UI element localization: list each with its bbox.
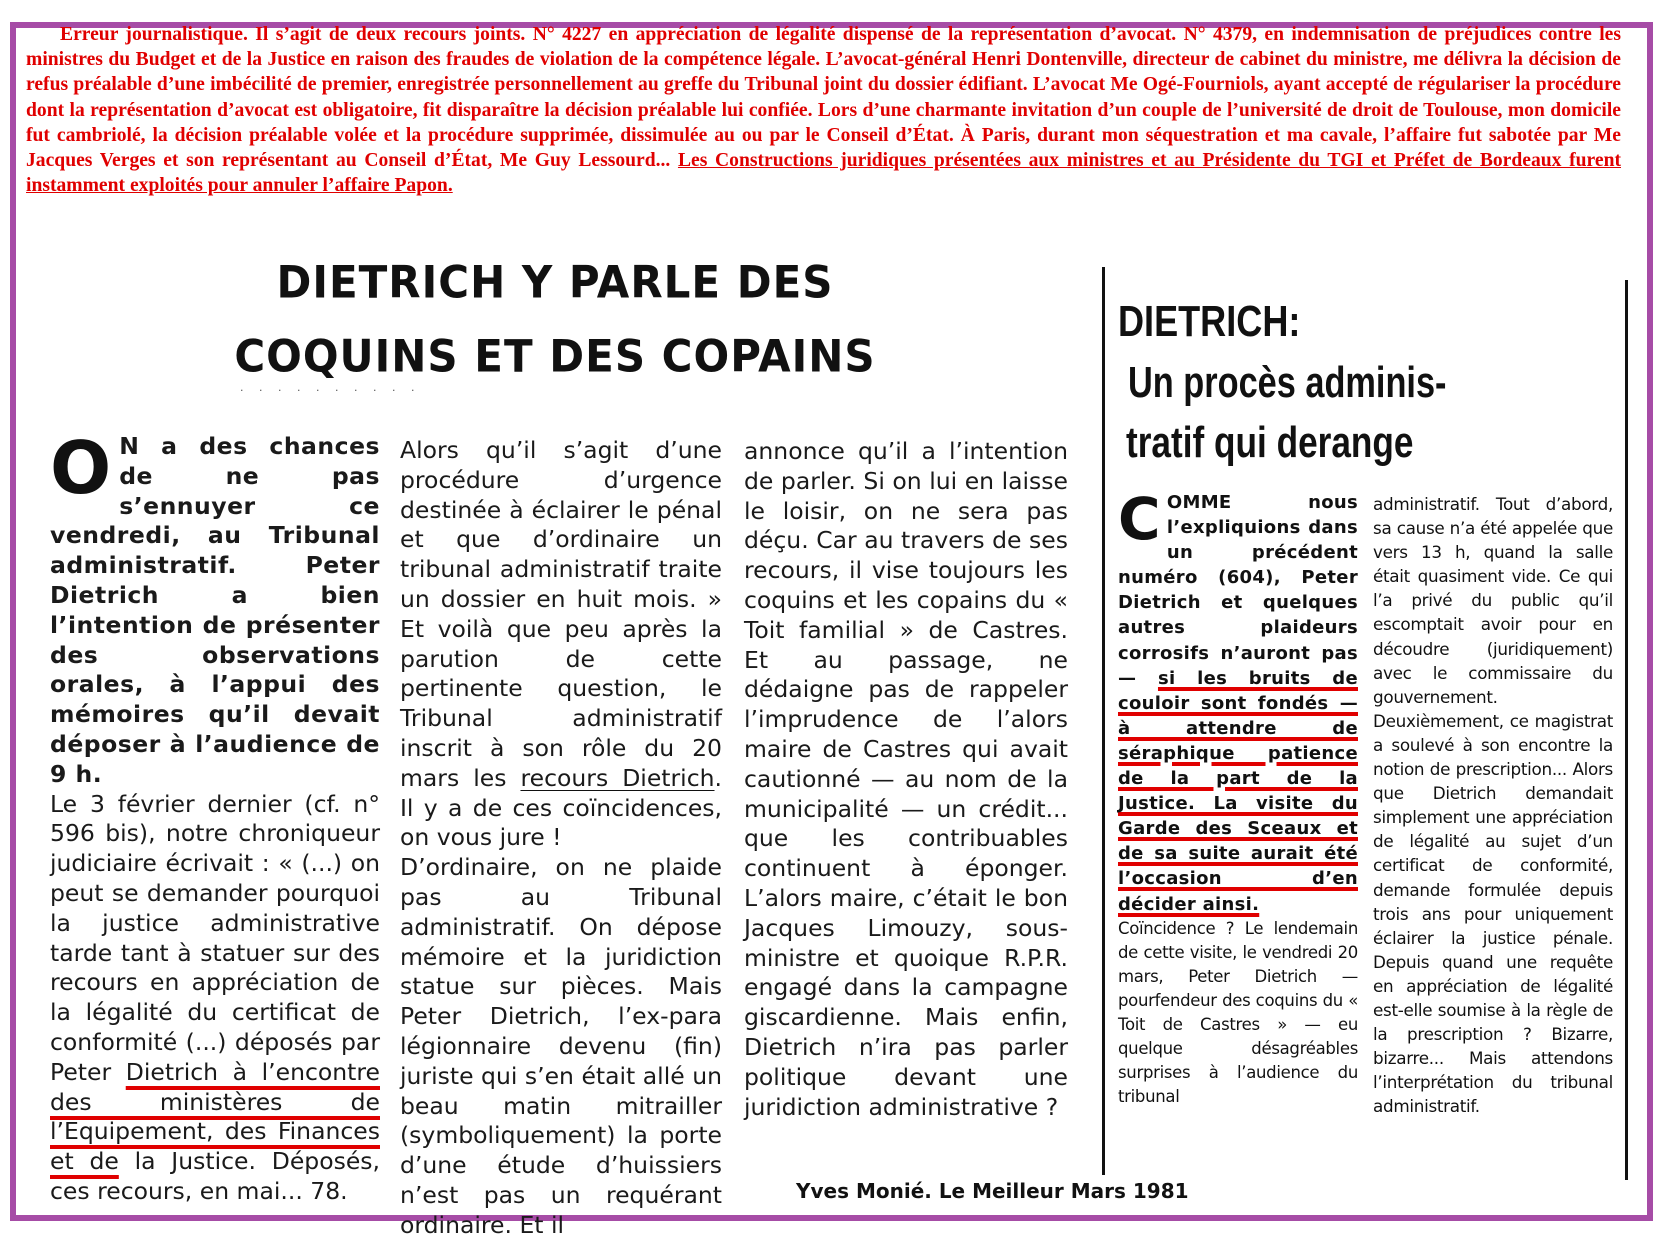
article1-p2a: Le 3 février dernier (cf. n° 596 bis), notre chroniqueur judiciaire écrivait : « (...) on peut se demander pourquoi la justice administrative tarde tant à statuer sur des recours en appréciation de la légalité du certificat de conformité (...) déposés par Peter: [50, 789, 380, 1086]
article1-dropcap: O: [50, 426, 112, 510]
article1-credit: Yves Monié. Le Meilleur Mars 1981: [796, 1179, 1189, 1203]
article1-c2a: Alors qu’il s’agit d’une procédure d’urgence destinée à éclairer le pénal et que d’ordinaire un tribunal administratif traite un dossier en huit mois. » Et voilà que peu après la parution de cette pertinente question, le Tribunal administratif inscrit à son rôle du 20 mars les: [400, 436, 722, 792]
article1-lead: N a des chances de ne pas s’ennuyer ce vendredi, au Tribunal administratif. Peter Dietrich a bien l’intention de présenter des observations orales, à l’appui des mémoires qu’il devait déposer à l’audience de 9 h.: [50, 432, 380, 788]
article2-bold-highlight: si les bruits de couloir sont fondés — à attendre de séraphique patience de la part de la Justice. La visite du Garde des Sceaux et de sa suite aurait été l’occasion d’en décider ainsi.: [1118, 667, 1358, 915]
article2-tail: Coïncidence ? Le lendemain de cette visite, le vendredi 20 mars, Peter Dietrich — pourfendeur des coquins du « Toit de Castres » — eu quelque désagréables surprises à l’audience du tribunal: [1118, 918, 1358, 1106]
article1-p2-underlined: Dietrich à l’encontre des ministères de l’Equipement, des Finances et de: [50, 1057, 380, 1176]
editor-note-underlined: Les Constructions juridiques présentées aux ministres et au Présidente du TGI et Préfet de Bordeaux furent instamment exploités pour annuler l’affaire Papon.: [26, 150, 1621, 197]
article2-column2: [1373, 492, 1613, 1118]
article1-column3: [744, 437, 1068, 1122]
article1-c2c: D’ordinaire, on ne plaide pas au Tribunal administratif. On dépose mémoire et la juridiction statue sur pièces. Mais Peter Dietrich, l’ex-para légionnaire devenu (fin) juriste qui s’en était allé un beau matin mitrailler (symboliquement) la porte d’une étude d’huissiers n’est pas un requérant ordinaire. Et il: [400, 853, 722, 1239]
article1-c2b: . Il y a de ces coïncidences, on vous jure !: [400, 763, 722, 852]
article1-c3: annonce qu’il a l’intention de parler. Si on lui en laisse le loisir, on ne sera pas déçu. Car au travers de ses recours, il vise toujours les coquins et les copains du « Toit familial » de Castres. Et au passage, ne dédaigne pas de rappeler l’imprudence de l’alors maire de Castres qui avait cautionné — au nom de la municipalité — un crédit... que les contribuables continuent à éponger. L’alors maire, c’était le bon Jacques Limouzy, sous-ministre et quoique R.P.R. engagé dans la campagne giscardienne. Mais enfin, Dietrich n’ira pas parler politique devant une juridiction administrative ?: [744, 437, 1068, 1121]
article1-column2: [400, 436, 722, 1241]
article2-column1: [1118, 485, 1358, 1109]
column-rule-left: [1102, 267, 1105, 1175]
article2-title-line3: tratif qui derange: [1126, 418, 1414, 467]
article2-col2: administratif. Tout d’abord, sa cause n’a été appelée que vers 13 h, quand la salle était quasiment vide. Ce qui l’a privé du public qu’il escomptait avoir pour en découdre (juridiquement) avec le commissaire du gouvernement. Deuxièmement, ce magistrat a soulevé à son encontre la notion de prescription... Alors que Dietrich demandait simplement une appréciation de légalité au sujet d’un certificat de conformité, demande formulée depuis trois ans pour uniquement éclairer la justice pénale. Depuis quand une requête en appréciation de légalité est-elle soumise à la règle de la prescription ? Bizarre, bizarre... Mais attendons l’interprétation du tribunal administratif.: [1373, 494, 1613, 1117]
article2-title-line1: DIETRICH:: [1118, 297, 1301, 346]
editor-note: [26, 22, 1621, 198]
article1-title-line1: DIETRICH Y PARLE DES: [276, 256, 834, 309]
print-smudge: · · · · · · · · · ·: [240, 384, 421, 396]
article2-dropcap: C: [1118, 485, 1161, 553]
article1-column1: [50, 426, 380, 1207]
editor-note-text: Erreur journalistique. Il s’agit de deux recours joints. N° 4227 en appréciation de légalité dispensé de la représentation d’avocat. N° 4379, en indemnisation de préjudices contre les ministres du Budget et de la Justice en raison des fraudes de violation de la compétence légale. L’avocat-général Henri Dontenville, directeur de cabinet du ministre, me délivra la décision de refus préalable d’une imbécilité de premier, enregistrée personnellement au greffe du Tribunal joint du dossier édifiant. L’avocat Me Ogé-Fourniols, ayant accepté de régulariser la procédure dont la représentation d’avocat est obligatoire, fit disparaître la décision préalable lui confiée. Lors d’une charmante invitation d’un couple de l’université de droit de Toulouse, mon domicile fut cambriolé, la décision préalable volée et la procédure supprimée, dissimulée au ou par le Conseil d’État. À Paris, durant mon séquestration et ma cavale, l’affaire fut sabotée par Me Jacques Verges et son représentant au Conseil d’État, Me Guy Lessourd...: [26, 24, 1621, 172]
article1-title-line2: COQUINS ET DES COPAINS: [234, 330, 876, 383]
column-rule-right: [1625, 280, 1628, 1180]
article1-p2b: la Justice. Déposés, ces recours, en mai... 78.: [50, 1147, 380, 1205]
article1-c2-underlined: recours Dietrich: [520, 763, 715, 792]
article2-bold-a: OMME nous l’expliquions dans un précédent numéro (604), Peter Dietrich et quelques autres plaideurs corrosifs n’auront pas —: [1118, 492, 1358, 689]
article2-title-line2: Un procès adminis-: [1128, 358, 1447, 407]
